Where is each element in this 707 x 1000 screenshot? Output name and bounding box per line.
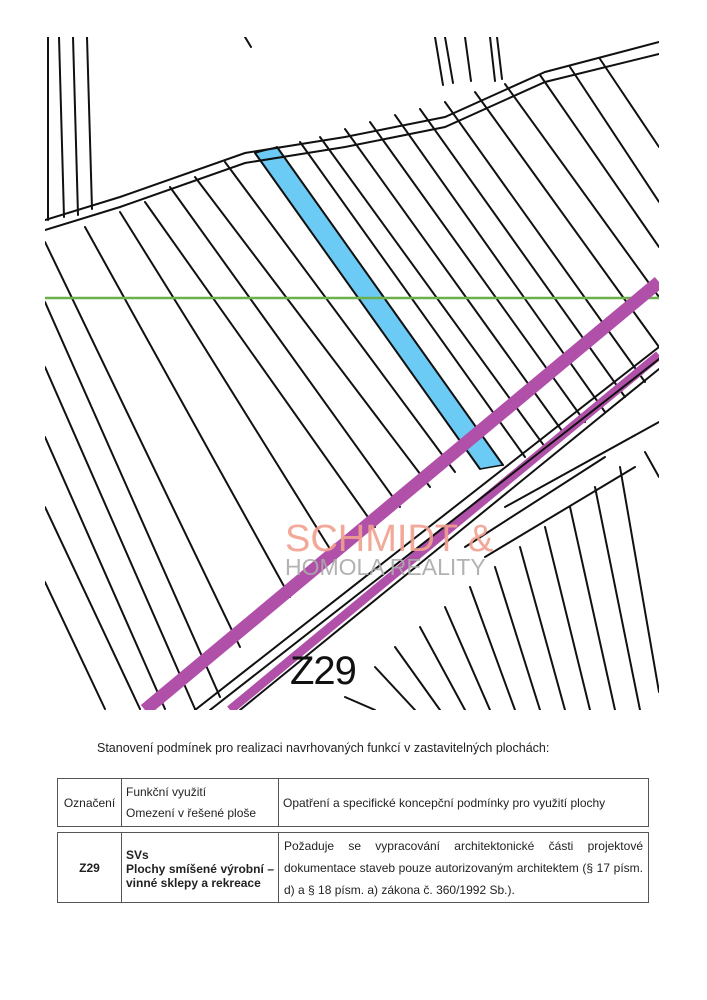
parcel-line — [490, 37, 495, 81]
parcel-line — [505, 84, 659, 297]
parcel-line — [45, 242, 240, 647]
header-function-line1: Funkční využití — [126, 784, 207, 799]
parcel-line — [87, 37, 92, 209]
road-line — [195, 347, 659, 710]
parcel-line — [45, 507, 140, 709]
parcel-line — [540, 75, 659, 247]
map-drawing — [45, 37, 659, 710]
parcel-line — [300, 142, 525, 457]
road-edge-upper — [45, 42, 659, 220]
road-line — [210, 359, 659, 710]
parcel-line — [545, 527, 590, 710]
parcel-line — [59, 37, 64, 217]
watermark-line1: SCHMIDT & — [285, 518, 494, 560]
header-designation: Označení — [58, 779, 122, 827]
parcel-line — [465, 37, 471, 81]
parcel-line — [620, 467, 659, 692]
road-edge-lower — [45, 54, 659, 230]
table-header — [57, 778, 649, 827]
parcel-line — [495, 567, 540, 710]
parcel-line — [120, 212, 335, 557]
parcel-line — [45, 437, 165, 709]
parcel-line — [470, 587, 515, 710]
parcel-line — [225, 162, 455, 472]
parcel-line — [45, 582, 105, 709]
parcel-line — [73, 37, 78, 215]
parcel-line — [375, 667, 415, 710]
parcel-line — [445, 102, 645, 382]
parcel-line — [600, 59, 659, 147]
table-body — [57, 832, 649, 903]
cell-conditions: Požaduje se vypracování architektonické části projektové dokumentace staveb pouze autorizovaným architektem (§ 17 písm. d) a § 18 písm. a) zákona č. 360/1992 Sb.). — [279, 833, 649, 903]
parcel-line — [497, 37, 502, 79]
parcel-line — [520, 547, 565, 710]
parcel-line — [45, 367, 195, 709]
parcel-line — [445, 37, 453, 83]
parcel-line — [245, 37, 251, 47]
parcel-line — [85, 227, 290, 597]
parcel-line — [435, 37, 443, 85]
zone-label: Z29 — [290, 649, 356, 693]
parcel-line — [345, 697, 375, 710]
use-code: SVs — [126, 847, 149, 862]
parcel-line — [645, 452, 659, 477]
use-name: Plochy smíšené výrobní – vinné sklepy a rekreace — [126, 861, 274, 890]
parcel-line — [570, 507, 615, 710]
watermark-line2: HOMOLA REALITY — [285, 554, 486, 580]
table-row — [58, 833, 649, 903]
parcel-line — [395, 647, 440, 710]
parcel-line — [277, 147, 503, 465]
cell-designation: Z29 — [58, 833, 122, 903]
table-caption: Stanovení podmínek pro realizaci navrhovaných funkcí v zastavitelných plochách: — [97, 741, 550, 755]
parcel-line — [595, 487, 640, 710]
header-function-line2: Omezení v řešené ploše — [126, 805, 257, 820]
header-conditions: Opatření a specifické koncepční podmínky pro využití plochy — [279, 779, 649, 827]
cadastral-map — [45, 37, 659, 710]
cell-function — [122, 833, 279, 903]
header-function — [122, 779, 279, 827]
